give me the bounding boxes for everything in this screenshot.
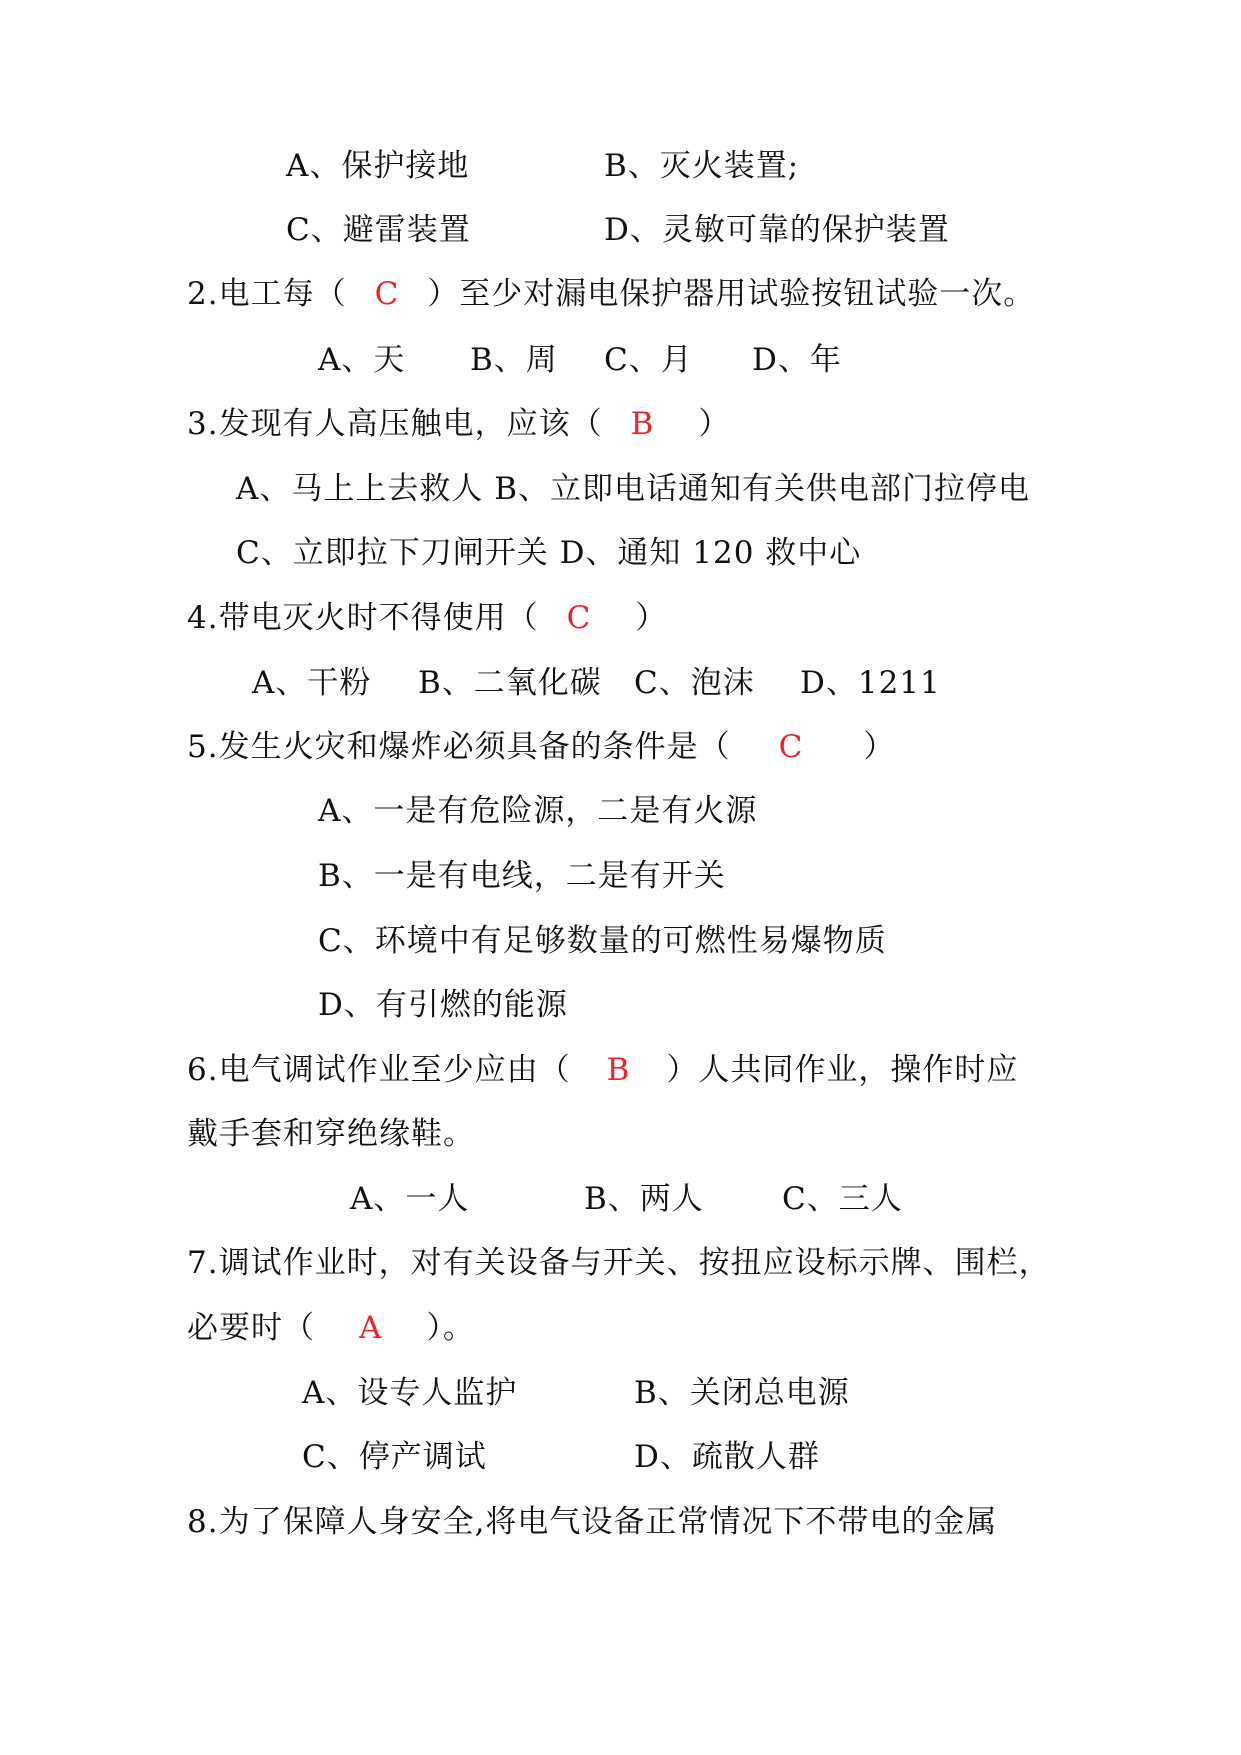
q7-stem-end: ）。: [426, 1310, 475, 1346]
q5-option-b: B、一是有电线，二是有开关: [318, 858, 726, 894]
q7-option-c: C、停产调试: [302, 1439, 487, 1475]
q5-question: [187, 727, 895, 767]
q7-answer: A: [359, 1310, 383, 1346]
q4-option-c: C、泡沫: [634, 665, 755, 701]
q6-question-continued: 戴手套和穿绝缘鞋。: [187, 1116, 475, 1152]
q6-stem-end: ）人共同作业，操作时应: [666, 1052, 1019, 1088]
q2-question: [187, 274, 1035, 314]
q7-stem-start: 必要时（: [187, 1310, 315, 1346]
q2-answer: C: [374, 276, 400, 312]
q4-stem-end: ）: [635, 600, 668, 636]
q8-question: 8.为了保障人身安全,将电气设备正常情况下不带电的金属: [187, 1504, 998, 1540]
q4-stem-start: 4.带电灭火时不得使用（: [187, 600, 539, 636]
q2-option-b: B、周: [470, 342, 558, 378]
q2-stem-start: 2.电工每（: [187, 276, 347, 312]
q3-options-cd: C、立即拉下刀闸开关 D、通知 120 救中心: [236, 535, 862, 571]
q4-answer: C: [566, 600, 592, 636]
q5-option-c: C、环境中有足够数量的可燃性易爆物质: [318, 923, 887, 959]
q7-option-a: A、设专人监护: [302, 1375, 518, 1411]
q3-options-ab: A、马上上去救人 B、立即电话通知有关供电部门拉停电: [236, 471, 1031, 507]
q2-option-c: C、月: [604, 342, 693, 378]
q6-option-a: A、一人: [350, 1181, 470, 1217]
q5-answer: C: [778, 729, 804, 765]
q7-question: 7.调试作业时，对有关设备与开关、按扭应设标示牌、围栏，: [187, 1245, 1051, 1281]
q1-option-d: D、灵敏可靠的保护装置: [604, 212, 950, 248]
q6-option-b: B、两人: [584, 1181, 704, 1217]
q5-stem-end: ）: [863, 729, 896, 765]
q7-option-b: B、关闭总电源: [634, 1375, 850, 1411]
q1-option-a: A、保护接地: [286, 148, 470, 184]
q1-option-b: B、灭火装置;: [604, 148, 800, 184]
q6-option-c: C、三人: [782, 1181, 903, 1217]
q4-option-b: B、二氧化碳: [418, 665, 602, 701]
q2-option-a: A、天: [318, 342, 406, 378]
q3-stem-end: ）: [698, 406, 731, 442]
q4-option-a: A、干粉: [252, 665, 372, 701]
q3-question: [187, 404, 730, 444]
q5-option-d: D、有引燃的能源: [318, 987, 568, 1023]
q2-option-d: D、年: [752, 342, 842, 378]
q5-option-a: A、一是有危险源，二是有火源: [318, 793, 758, 829]
q2-stem-end: ）至少对漏电保护器用试验按钮试验一次。: [427, 276, 1036, 312]
q6-answer: B: [606, 1052, 631, 1088]
q7-question-continued: [187, 1308, 475, 1348]
q6-question: [187, 1050, 1018, 1090]
q3-answer: B: [630, 406, 655, 442]
q3-stem-start: 3.发现有人高压触电，应该（: [187, 406, 603, 442]
q5-stem-start: 5.发生火灾和爆炸必须具备的条件是（: [187, 729, 731, 765]
q7-option-d: D、疏散人群: [634, 1439, 820, 1475]
q4-question: [187, 598, 667, 638]
q6-stem-start: 6.电气调试作业至少应由（: [187, 1052, 571, 1088]
q1-option-c: C、避雷装置: [286, 212, 471, 248]
q4-option-d: D、1211: [800, 665, 941, 701]
